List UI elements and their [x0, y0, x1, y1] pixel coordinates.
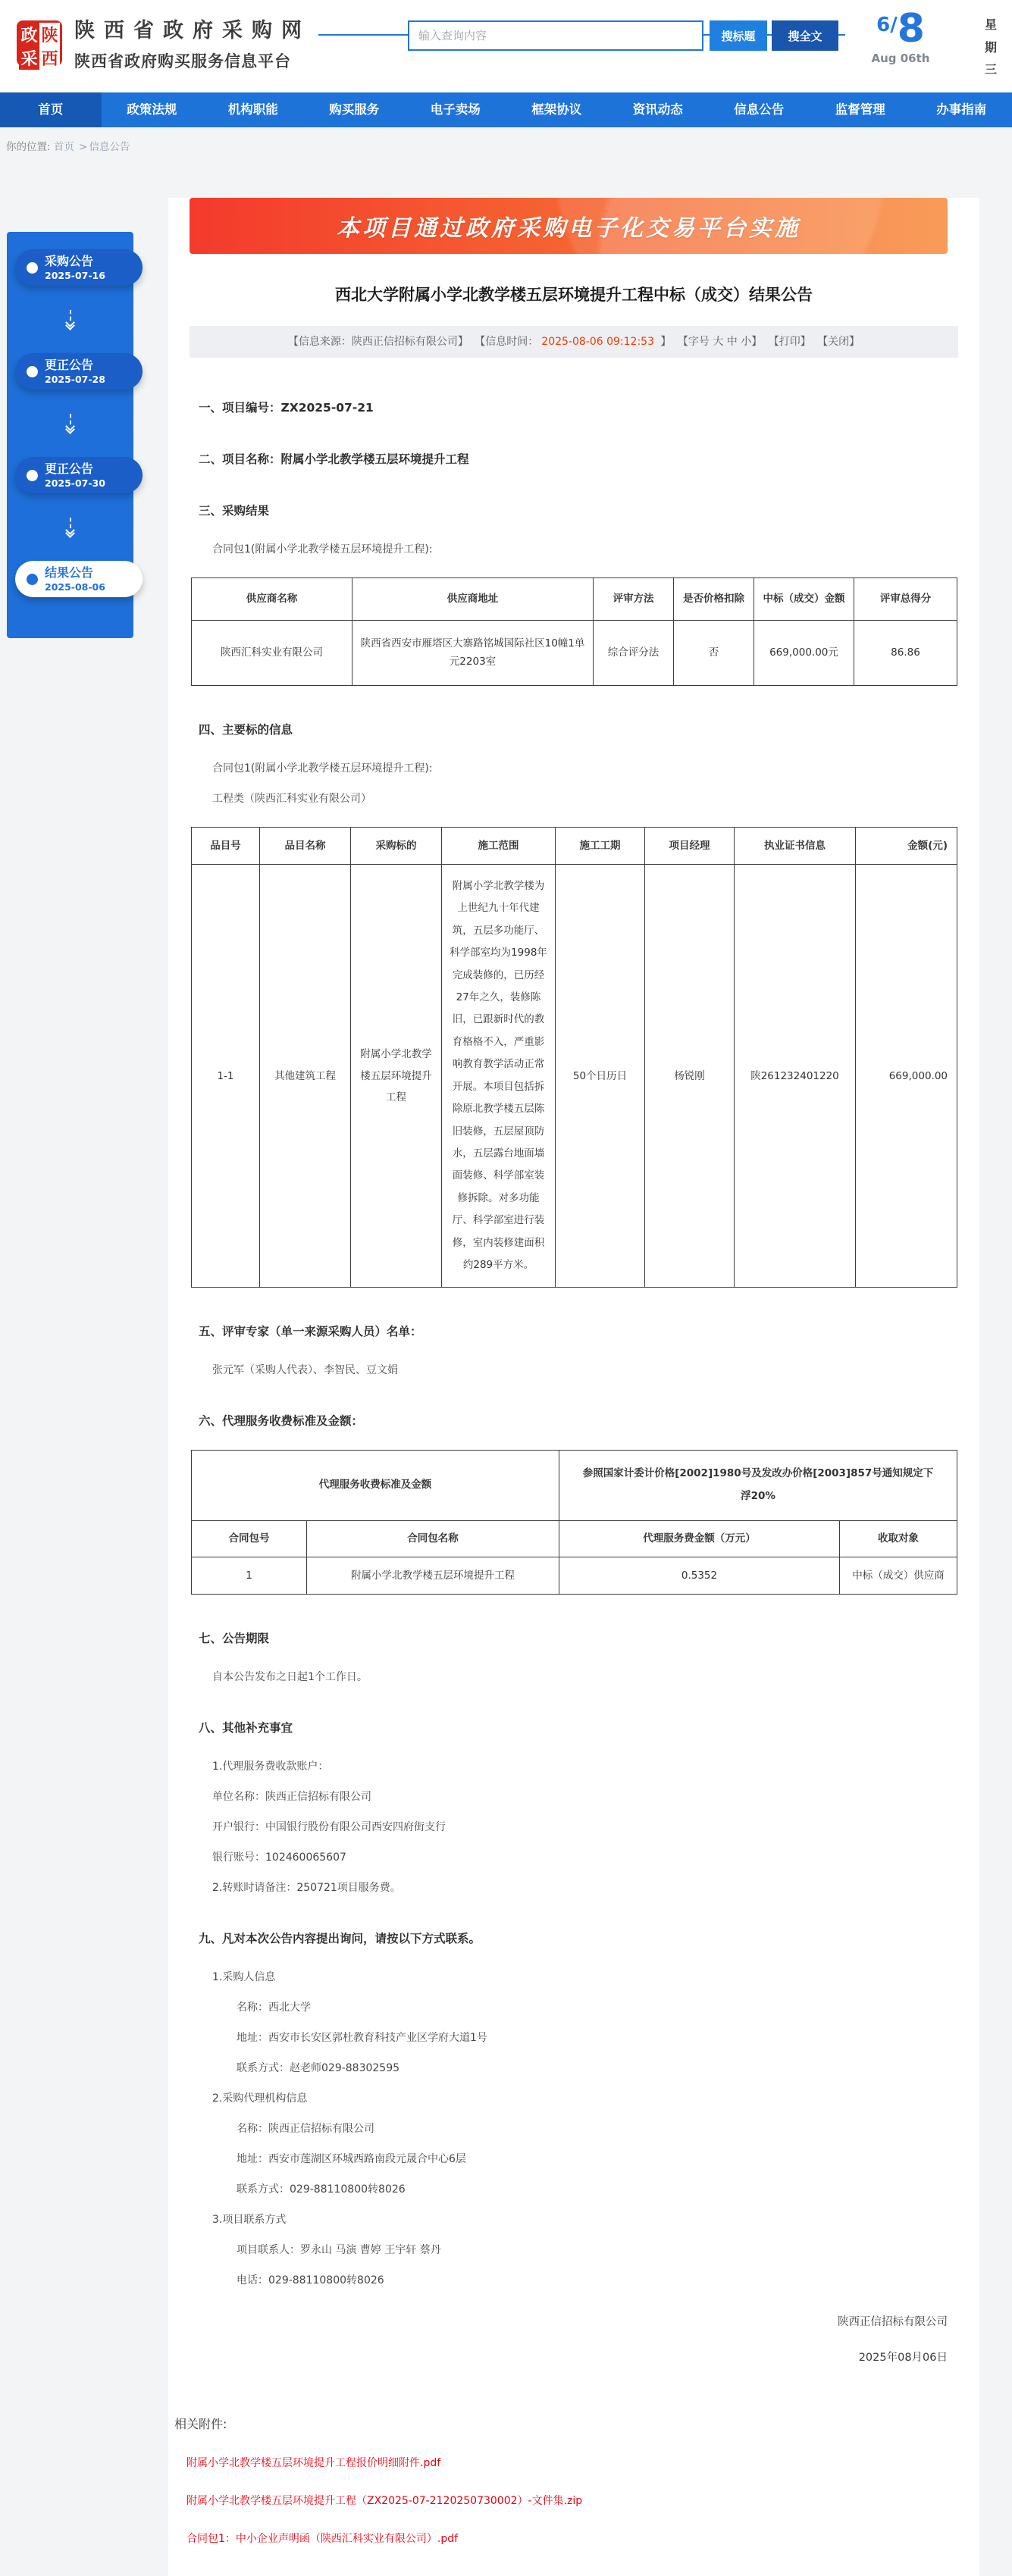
weekday-char: 星 [983, 14, 998, 36]
seal-char: 陕 [39, 23, 60, 46]
table-row [192, 864, 957, 1288]
col-header: 项目经理 [645, 827, 735, 864]
col-header: 品目号 [192, 827, 260, 864]
contact-group-title: 1.采购人信息 [212, 1969, 958, 1984]
sidebar-item-correction-notice-2[interactable] [15, 457, 143, 493]
nav-item-purchase-services[interactable]: 购买服务 [304, 92, 406, 127]
category-line: 工程类（陕西汇科实业有限公司） [212, 790, 958, 806]
col-header: 合同包号 [192, 1520, 307, 1557]
table-row [192, 620, 957, 685]
supplementary-line: 2.转账时请备注：250721项目服务费。 [212, 1880, 958, 1895]
contact-line: 地址：西安市莲湖区环城西路南段元晟合中心6层 [237, 2151, 958, 2166]
section-supplementary: 八、其他补充事宜 [199, 1719, 958, 1736]
col-header: 是否价格扣除 [674, 578, 754, 621]
meta-time-suffix: 】 [657, 336, 671, 348]
col-header: 代理服务费金额（万元） [559, 1520, 840, 1557]
sidebar-item-label: 采购公告 [45, 254, 105, 268]
search-bar [408, 20, 838, 51]
breadcrumb-prefix: 你的位置: [6, 141, 51, 153]
weekday-char: 期 [983, 36, 998, 59]
col-header: 评审总得分 [854, 578, 957, 621]
search-fulltext-button[interactable]: 搜全文 [772, 20, 838, 51]
package-name-cell: 附属小学北教学楼五层环境提升工程 [307, 1557, 559, 1594]
col-header: 金额(元) [856, 827, 957, 864]
certificate-cell: 陕261232401220 [735, 864, 856, 1288]
contact-line: 名称：西北大学 [237, 1999, 958, 2014]
subject-info-table [191, 827, 957, 1288]
timeline-dot-icon [27, 262, 38, 274]
article-meta-bar [190, 326, 958, 358]
date-display [855, 6, 946, 65]
col-header: 采购标的 [351, 827, 442, 864]
fee-standard-label-cell: 代理服务收费标准及金额 [192, 1451, 559, 1520]
sidebar-item-label: 更正公告 [45, 462, 105, 476]
search-input[interactable] [408, 20, 703, 51]
supplementary-line: 1.代理服务费收款账户： [212, 1758, 958, 1773]
seal-logo-icon [17, 20, 62, 66]
seal-char: 政 [19, 23, 39, 46]
meta-time-prefix: 【信息时间： [475, 336, 538, 348]
nav-item-framework-agreement[interactable]: 框架协议 [506, 92, 608, 127]
sidebar-item-result-notice[interactable] [15, 561, 143, 597]
col-header: 合同包名称 [307, 1520, 559, 1557]
sidebar-item-date: 2025-07-28 [45, 374, 105, 385]
contact-line: 项目联系人：罗永山 马演 曹婷 王宇轩 蔡丹 [237, 2242, 958, 2257]
sidebar-item-label: 更正公告 [45, 358, 105, 372]
amount-cell: 669,000.00 [856, 864, 957, 1288]
notice-period-text: 自本公告发布之日起1个工作日。 [212, 1669, 958, 1684]
meta-time-value: 2025-08-06 09:12:53 [541, 336, 654, 348]
breadcrumb-current[interactable]: 信息公告 [89, 141, 130, 153]
contact-line: 地址：西安市长安区郭杜教育科技产业区学府大道1号 [237, 2030, 958, 2045]
contact-line: 联系方式：029-88110800转8026 [237, 2181, 958, 2196]
site-subtitle: 陕西省政府购买服务信息平台 [74, 49, 311, 72]
section-agency-fee: 六、代理服务收费标准及金额： [199, 1412, 958, 1429]
date-day: 8 [898, 6, 925, 52]
contact-group-title: 3.项目联系方式 [212, 2211, 958, 2227]
package-no-cell: 1 [192, 1557, 307, 1594]
page-title: 西北大学附属小学北教学楼五层环境提升工程中标（成交）结果公告 [190, 283, 958, 305]
attachment-link-quote-detail-pdf[interactable]: 附属小学北教学楼五层环境提升工程报价明细附件.pdf [186, 2455, 958, 2470]
section-contact: 九、凡对本次公告内容提出询问，请按以下方式联系。 [199, 1930, 958, 1946]
timeline-arrow-down-icon [7, 286, 133, 353]
weekday-display [983, 14, 998, 81]
seal-char: 西 [39, 46, 60, 70]
timeline-dot-icon [27, 470, 38, 481]
construction-scope-cell: 附属小学北教学楼为上世纪九十年代建筑，五层多功能厅、科学部室均为1998年完成装修的，已历经27年之久，装修陈旧，已跟新时代的教育格格不入，严重影响教育教学活动正常开展。本项目包括拆除原北教学楼五层陈旧装修，五层屋顶防水，五层露台地面墙面装修、科学部室装修拆除。对多功能厅、科学部室进行装修，室内装修建面积约289平方米。 [442, 864, 556, 1288]
sidebar-item-date: 2025-07-16 [45, 270, 105, 281]
contact-group-title: 2.采购代理机构信息 [212, 2090, 958, 2105]
col-header: 施工工期 [556, 827, 645, 864]
sidebar-item-date: 2025-07-30 [45, 477, 105, 489]
nav-item-guide[interactable]: 办事指南 [911, 92, 1012, 127]
col-header: 供应商名称 [192, 578, 352, 621]
supplementary-line: 银行账号：102460065607 [212, 1849, 958, 1864]
supplier-address-cell: 陕西省西安市雁塔区大寨路铭城国际社区10幢1单元2203室 [352, 620, 594, 685]
announcement-timeline-sidebar [7, 232, 133, 638]
agency-fee-table [191, 1450, 957, 1595]
nav-item-functions[interactable]: 机构职能 [202, 92, 304, 127]
table-header-row [192, 827, 957, 864]
col-header: 供应商地址 [352, 578, 594, 621]
supplementary-line: 开户银行：中国银行股份有限公司西安四府街支行 [212, 1819, 958, 1834]
section-experts: 五、评审专家（单一来源采购人员）名单： [199, 1322, 958, 1339]
award-amount-cell: 669,000.00元 [754, 620, 854, 685]
fee-payer-cell: 中标（成交）供应商 [840, 1557, 957, 1594]
total-score-cell: 86.86 [854, 620, 957, 685]
table-group-row [192, 1451, 957, 1520]
col-header: 中标（成交）金额 [754, 578, 854, 621]
subject-cell: 附属小学北教学楼五层环境提升工程 [351, 864, 442, 1288]
sidebar-item-date: 2025-08-06 [45, 581, 105, 593]
review-method-cell: 综合评分法 [594, 620, 674, 685]
table-row [192, 1557, 957, 1594]
attachments-label: 相关附件: [174, 2415, 958, 2432]
site-logo[interactable] [17, 14, 311, 72]
meta-fontsize-control[interactable]: 【字号 大 中 小】 [678, 336, 762, 348]
item-name-cell: 其他建筑工程 [260, 864, 351, 1288]
date-month: 6/ [876, 14, 898, 36]
col-header: 施工范围 [442, 827, 556, 864]
breadcrumb-home-link[interactable]: 首页 [54, 141, 74, 153]
main-nav [0, 92, 1012, 127]
section-subject-info: 四、主要标的信息 [199, 721, 958, 737]
col-header: 评审方法 [594, 578, 674, 621]
e-platform-banner: 本项目通过政府采购电子化交易平台实施 [190, 198, 948, 254]
signature-company: 陕西正信招标有限公司 [190, 2313, 958, 2329]
nav-item-supervision[interactable]: 监督管理 [810, 92, 911, 127]
experts-list: 张元军（采购人代表）、李智民、豆文娟 [212, 1362, 958, 1377]
date-english: Aug 06th [855, 52, 946, 65]
contact-line: 名称：陕西正信招标有限公司 [237, 2121, 958, 2136]
nav-item-policy[interactable]: 政策法规 [102, 92, 203, 127]
contact-line: 联系方式：赵老师029-88302595 [237, 2060, 958, 2075]
col-header: 执业证书信息 [735, 827, 856, 864]
section-procurement-result: 三、采购结果 [199, 502, 958, 518]
supplementary-line: 单位名称：陕西正信招标有限公司 [212, 1789, 958, 1804]
contact-line: 电话：029-88110800转8026 [237, 2272, 958, 2287]
meta-source: 【信息来源：陕西正信招标有限公司】 [288, 336, 468, 348]
close-button[interactable]: 【关闭】 [817, 336, 860, 348]
price-deduction-cell: 否 [674, 620, 754, 685]
contract-package-line: 合同包1(附属小学北教学楼五层环境提升工程): [212, 760, 958, 775]
sidebar-item-label: 结果公告 [45, 565, 105, 580]
procurement-result-table [191, 577, 957, 686]
section-notice-period: 七、公告期限 [199, 1629, 958, 1646]
timeline-dot-icon [27, 366, 38, 377]
site-header [0, 0, 1012, 92]
sidebar-item-correction-notice-1[interactable] [15, 353, 143, 390]
fee-standard-basis-cell: 参照国家计委计价格[2002]1980号及发改办价格[2003]857号通知规定下浮20% [559, 1451, 957, 1520]
section-project-name: 二、项目名称：附属小学北教学楼五层环境提升工程 [199, 450, 958, 467]
construction-period-cell: 50个日历日 [556, 864, 645, 1288]
site-titles [74, 14, 311, 72]
supplier-name-cell: 陕西汇科实业有限公司 [192, 620, 352, 685]
col-header: 品目名称 [260, 827, 351, 864]
content-area [0, 198, 1012, 2576]
article-panel [168, 198, 979, 2576]
signature-date: 2025年08月06日 [190, 2349, 958, 2365]
timeline-dot-icon [27, 574, 38, 585]
nav-item-news[interactable]: 资讯动态 [607, 92, 709, 127]
table-header-row [192, 578, 957, 621]
nav-item-announcements[interactable]: 信息公告 [709, 92, 810, 127]
breadcrumb [0, 127, 1012, 161]
nav-item-e-mall[interactable]: 电子卖场 [405, 92, 506, 127]
timeline-arrow-down-icon [7, 493, 133, 561]
item-no-cell: 1-1 [192, 864, 260, 1288]
breadcrumb-separator: > [79, 141, 87, 153]
project-manager-cell: 杨锐刚 [645, 864, 735, 1288]
timeline-arrow-down-icon [7, 390, 133, 457]
col-header: 收取对象 [840, 1520, 957, 1557]
search-title-button[interactable]: 搜标题 [710, 20, 767, 51]
contract-package-line: 合同包1(附属小学北教学楼五层环境提升工程): [212, 541, 958, 556]
seal-char: 采 [19, 46, 39, 70]
sidebar-item-procurement-notice[interactable] [15, 249, 143, 286]
nav-item-home[interactable]: 首页 [0, 92, 102, 127]
section-project-number: 一、项目编号：ZX2025-07-21 [199, 399, 958, 415]
fee-amount-cell: 0.5352 [559, 1557, 840, 1594]
site-title: 陕西省政府采购网 [74, 14, 311, 43]
attachment-link-file-set-zip[interactable]: 附属小学北教学楼五层环境提升工程（ZX2025-07-2120250730002）-文件集.zip [186, 2493, 958, 2508]
attachment-link-sme-declaration-pdf[interactable]: 合同包1：中小企业声明函（陕西汇科实业有限公司）.pdf [186, 2531, 958, 2546]
table-header-row [192, 1520, 957, 1557]
print-button[interactable]: 【打印】 [769, 336, 811, 348]
weekday-char: 三 [983, 58, 998, 81]
